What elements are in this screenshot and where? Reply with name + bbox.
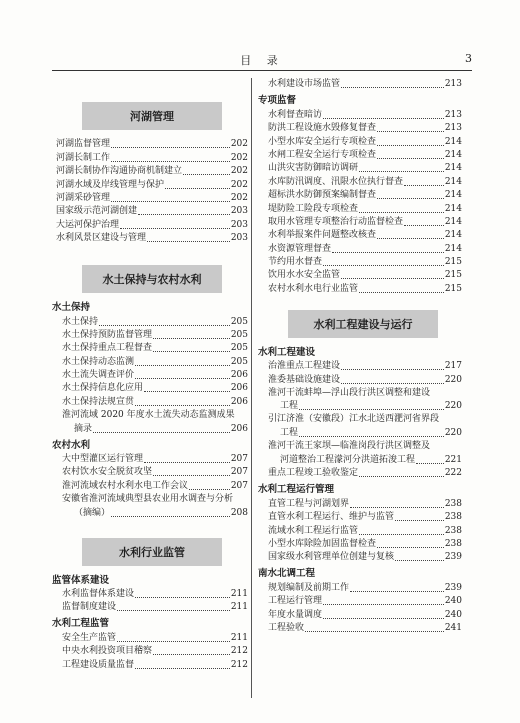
dot-leader — [359, 171, 444, 172]
dot-leader — [404, 225, 444, 226]
toc-entry[interactable] — [258, 524, 462, 537]
toc-entry-page: 238 — [444, 525, 462, 536]
toc-entry[interactable] — [52, 645, 248, 658]
toc-entry-page: 203 — [230, 233, 248, 244]
toc-entry-title: 直管工程与河湖划界 — [268, 498, 350, 509]
running-title: 目 录 — [240, 54, 284, 67]
toc-entry-title: 流域水利工程运行监管 — [268, 525, 359, 536]
toc-entry-title: 河湖监督管理 — [56, 139, 111, 150]
dot-leader — [323, 265, 444, 266]
toc-entry-title: 河湖长制协作沟通协商机制建立 — [56, 166, 183, 177]
toc-entry-title: 工程建设质量监督 — [62, 659, 135, 670]
column-divider — [251, 78, 252, 698]
toc-entry[interactable] — [52, 631, 248, 644]
toc-entry-page: 240 — [444, 609, 462, 620]
section-banner-engineering: 水利工程建设与运行 — [288, 310, 438, 338]
toc-entry-page: 206 — [230, 383, 248, 394]
toc-entry-page: 241 — [444, 622, 462, 633]
toc-entry-continued[interactable]: 工程 220 — [280, 401, 462, 412]
toc-entry-page: 238 — [444, 512, 462, 523]
toc-entry-title: 水土保持动态监测 — [62, 356, 135, 367]
dot-leader — [111, 201, 230, 202]
dot-leader — [323, 604, 444, 605]
dot-leader — [135, 405, 230, 406]
toc-entry-title: 水土保持重点工程督查 — [62, 343, 153, 354]
toc-list — [52, 453, 248, 493]
toc-list — [52, 138, 248, 245]
dot-leader — [99, 325, 230, 326]
toc-entry[interactable] — [52, 658, 248, 671]
toc-entry-title: 治淮重点工程建设 — [268, 361, 341, 372]
toc-entry-page: 205 — [230, 316, 248, 327]
toc-entry-page: 215 — [444, 283, 462, 294]
toc-entry[interactable] — [258, 229, 462, 242]
toc-entry[interactable] — [52, 369, 248, 382]
dot-leader — [377, 158, 444, 159]
toc-entry[interactable] — [258, 78, 462, 91]
toc-entry[interactable] — [258, 581, 462, 594]
dot-leader — [395, 520, 444, 521]
toc-entry[interactable] — [258, 511, 462, 524]
toc-entry[interactable] — [258, 360, 462, 373]
dot-leader — [341, 383, 444, 384]
dot-leader — [323, 118, 444, 119]
toc-entry[interactable] — [52, 382, 248, 395]
toc-entry-wrapped[interactable]: 淮河干流蚌埠—浮山段行洪区调整和建设 — [268, 387, 431, 398]
header-rule — [52, 70, 472, 71]
toc-entry-page: 238 — [444, 538, 462, 549]
toc-entry-title: 淮委基础设施建设 — [268, 374, 341, 385]
toc-entry[interactable] — [52, 165, 248, 178]
toc-entry[interactable] — [52, 588, 248, 601]
dot-leader — [111, 147, 230, 148]
dot-leader — [377, 145, 444, 146]
toc-entry-page: 206 — [230, 396, 248, 407]
toc-entry-page: 207 — [230, 480, 248, 491]
dot-leader — [153, 338, 230, 339]
toc-entry[interactable] — [258, 269, 462, 282]
toc-list — [52, 315, 248, 409]
right-column — [258, 78, 462, 635]
toc-entry[interactable] — [52, 342, 248, 355]
left-column — [52, 78, 248, 672]
toc-list — [258, 581, 462, 635]
toc-entry-page: 203 — [230, 219, 248, 230]
toc-entry-title: 小型水库除险加固监督检查 — [268, 538, 377, 549]
toc-entry-title: 直管水利工程运行、维护与监管 — [268, 512, 395, 523]
toc-entry-title: 水土流失调查评价 — [62, 370, 135, 381]
category-heading: 农村水利 — [52, 439, 91, 451]
dot-leader — [341, 369, 444, 370]
toc-entry[interactable] — [258, 189, 462, 202]
dot-leader — [183, 174, 230, 175]
toc-entry-page: 213 — [444, 79, 462, 90]
toc-entry[interactable] — [52, 205, 248, 218]
toc-entry-page: 213 — [444, 109, 462, 120]
dot-leader — [153, 654, 230, 655]
toc-entry-page: 214 — [444, 163, 462, 174]
toc-entry-title: 取用水管理专项整治行动监督检查 — [268, 216, 404, 227]
dot-leader — [144, 391, 230, 392]
toc-entry-title: 水利举报案件问题整改核查 — [268, 230, 377, 241]
dot-leader — [359, 212, 444, 213]
category-heading: 水利工程建设 — [258, 346, 316, 358]
toc-entry[interactable] — [52, 395, 248, 408]
toc-entry-wrapped[interactable]: 淮河干流王家坝—临淮岗段行洪区调整及 — [268, 441, 431, 452]
dot-leader — [305, 631, 444, 632]
toc-entry[interactable] — [258, 162, 462, 175]
toc-entry-title: 防洪工程设施水毁修复督查 — [268, 123, 377, 134]
toc-entry-title: 工程运行管理 — [268, 596, 323, 607]
toc-entry-page: 239 — [444, 552, 462, 563]
toc-entry-wrapped[interactable]: 安徽省淮河流域典型县农业用水调查与分析 — [62, 493, 234, 504]
toc-entry[interactable] — [258, 122, 462, 135]
toc-entry-page: 205 — [230, 356, 248, 367]
toc-entry[interactable] — [258, 282, 462, 295]
toc-entry[interactable] — [52, 178, 248, 191]
toc-entry-title: 山洪灾害防御暗访调研 — [268, 163, 359, 174]
dot-leader — [377, 131, 444, 132]
toc-entry[interactable] — [52, 329, 248, 342]
toc-entry[interactable] — [258, 608, 462, 621]
toc-entry-title: 堤防险工险段专项检查 — [268, 203, 359, 214]
dot-leader — [165, 188, 230, 189]
category-heading: 水利工程运行管理 — [258, 484, 335, 496]
toc-entry-page: 213 — [444, 123, 462, 134]
toc-entry[interactable] — [258, 135, 462, 148]
toc-entry-page: 214 — [444, 149, 462, 160]
toc-entry[interactable] — [258, 175, 462, 188]
toc-entry[interactable] — [258, 595, 462, 608]
toc-list — [52, 588, 248, 615]
toc-entry[interactable] — [52, 151, 248, 164]
toc-entry-title: 饮用水水安全监管 — [268, 270, 341, 281]
toc-entry-page: 202 — [230, 179, 248, 190]
toc-entry-page: 214 — [444, 230, 462, 241]
dot-leader — [135, 378, 230, 379]
toc-entry-wrapped[interactable]: 引江济淮（安徽段）江水北送西淝河省界段 — [268, 414, 440, 425]
toc-entry-title: 水土保持 — [62, 316, 99, 327]
toc-entry-page: 202 — [230, 152, 248, 163]
toc-entry-continued[interactable]: 河道整治工程濛河分洪道拓浚工程 221 — [280, 454, 462, 465]
toc-list — [258, 467, 462, 480]
toc-entry[interactable] — [52, 479, 248, 492]
dot-leader — [359, 534, 444, 535]
toc-list — [258, 360, 462, 387]
dot-leader — [350, 591, 444, 592]
section-banner-river-lake: 河湖管理 — [82, 102, 222, 130]
toc-entry-page: 214 — [444, 243, 462, 254]
toc-entry-title: 水库防汛调度、汛限水位执行督查 — [268, 176, 404, 187]
dot-leader — [377, 238, 444, 239]
toc-entry-title: 安全生产监管 — [62, 632, 117, 643]
dot-leader — [404, 185, 444, 186]
page-header — [52, 52, 472, 68]
toc-entry[interactable] — [258, 538, 462, 551]
toc-entry-title: 水土保持法规宣贯 — [62, 396, 135, 407]
toc-entry-page: 211 — [230, 632, 248, 643]
toc-entry[interactable] — [52, 192, 248, 205]
toc-entry-title: 重点工程竣工验收鉴定 — [268, 468, 359, 479]
dot-leader — [120, 228, 230, 229]
page-number: 3 — [465, 52, 472, 65]
toc-entry-page: 207 — [230, 467, 248, 478]
toc-entry[interactable] — [52, 138, 248, 151]
toc-entry-title: 年度水量调度 — [268, 609, 323, 620]
toc-entry-title: 超标洪水防御预案编制督查 — [268, 190, 377, 201]
toc-entry-title: 农村水利水电行业监管 — [268, 283, 359, 294]
toc-entry-page: 202 — [230, 192, 248, 203]
toc-entry-page: 238 — [444, 498, 462, 509]
toc-entry[interactable] — [52, 453, 248, 466]
toc-entry-title: 大中型灌区运行管理 — [62, 454, 144, 465]
section-banner-soil-water: 水土保持与农村水利 — [82, 265, 222, 293]
toc-entry-title: 小型水库安全运行专项检查 — [268, 136, 377, 147]
section-banner-supervision: 水利行业监管 — [82, 538, 222, 566]
toc-entry-title: 水土保持信息化应用 — [62, 383, 144, 394]
dot-leader — [341, 278, 444, 279]
toc-entry[interactable] — [258, 202, 462, 215]
toc-entry[interactable] — [52, 355, 248, 368]
toc-entry-page: 220 — [444, 374, 462, 385]
toc-entry-title: 水利督查暗访 — [268, 109, 323, 120]
category-heading: 水利工程监管 — [52, 618, 110, 630]
dot-leader — [341, 87, 444, 88]
toc-entry-title: 淮河流域农村水利水电工作会议 — [62, 480, 189, 491]
toc-entry-page: 211 — [230, 602, 248, 613]
toc-list — [258, 78, 462, 91]
toc-entry-page: 240 — [444, 596, 462, 607]
toc-entry-continued[interactable]: 工程 220 — [280, 428, 462, 439]
category-heading: 南水北调工程 — [258, 568, 316, 580]
toc-entry[interactable] — [52, 315, 248, 328]
toc-entry-title: 规划编制及前期工作 — [268, 582, 350, 593]
toc-entry[interactable] — [52, 218, 248, 231]
toc-entry-page: 205 — [230, 343, 248, 354]
toc-entry-title: 河湖采砂管理 — [56, 192, 111, 203]
dot-leader — [189, 489, 230, 490]
toc-entry-page: 202 — [230, 166, 248, 177]
toc-entry-page: 214 — [444, 216, 462, 227]
dot-leader — [153, 351, 230, 352]
toc-entry-title: 国家级水利管理单位创建与复核 — [268, 552, 395, 563]
toc-entry[interactable] — [258, 551, 462, 564]
toc-entry[interactable] — [258, 108, 462, 121]
dot-leader — [395, 560, 444, 561]
toc-entry-page: 212 — [230, 659, 248, 670]
dot-leader — [332, 252, 444, 253]
dot-leader — [377, 198, 444, 199]
toc-entry-page: 207 — [230, 454, 248, 465]
toc-entry-page: 212 — [230, 646, 248, 657]
dot-leader — [117, 641, 230, 642]
toc-list — [258, 497, 462, 564]
toc-entry[interactable] — [258, 216, 462, 229]
toc-entry[interactable] — [258, 467, 462, 480]
toc-entry-page: 202 — [230, 139, 248, 150]
toc-entry[interactable] — [258, 497, 462, 510]
toc-entry-page: 214 — [444, 136, 462, 147]
toc-list — [258, 108, 462, 295]
toc-entry-title: 节约用水督查 — [268, 257, 323, 268]
toc-entry[interactable] — [52, 232, 248, 245]
toc-entry-page: 217 — [444, 361, 462, 372]
toc-entry-continued[interactable]: （摘编） 208 — [74, 507, 248, 518]
toc-entry-title: 监督制度建设 — [62, 602, 117, 613]
dot-leader — [323, 618, 444, 619]
toc-list — [52, 631, 248, 671]
toc-entry-title: 农村饮水安全脱贫攻坚 — [62, 467, 153, 478]
toc-entry-title: 大运河保护治理 — [56, 219, 120, 230]
toc-entry[interactable] — [52, 466, 248, 479]
toc-entry[interactable] — [258, 622, 462, 635]
toc-entry-page: 214 — [444, 176, 462, 187]
dot-leader — [144, 462, 230, 463]
toc-entry[interactable] — [258, 149, 462, 162]
toc-entry-title: 工程验收 — [268, 622, 305, 633]
category-heading: 专项监督 — [258, 95, 297, 107]
dot-leader — [359, 476, 444, 477]
category-heading: 监管体系建设 — [52, 574, 110, 586]
toc-entry-title: 水闸工程安全运行专项检查 — [268, 149, 377, 160]
toc-entry-title: 水资源管理督查 — [268, 243, 332, 254]
toc-entry-title: 水利风景区建设与管理 — [56, 233, 147, 244]
dot-leader — [117, 610, 230, 611]
dot-leader — [350, 507, 444, 508]
dot-leader — [135, 597, 230, 598]
toc-entry-title: 水利建设市场监管 — [268, 79, 341, 90]
dot-leader — [377, 547, 444, 548]
toc-entry-page: 215 — [444, 270, 462, 281]
toc-entry-title: 中央水利投资项目稽察 — [62, 646, 153, 657]
dot-leader — [111, 161, 230, 162]
dot-leader — [147, 241, 230, 242]
toc-entry[interactable] — [258, 242, 462, 255]
toc-entry-page: 214 — [444, 190, 462, 201]
toc-entry-title: 水土保持预防监督管理 — [62, 329, 153, 340]
toc-entry-page: 211 — [230, 588, 248, 599]
toc-entry-page: 214 — [444, 203, 462, 214]
category-heading: 水土保持 — [52, 302, 91, 314]
dot-leader — [359, 292, 444, 293]
toc-entry-title: 河湖水域及岸线管理与保护 — [56, 179, 165, 190]
dot-leader — [138, 214, 230, 215]
toc-entry-continued[interactable]: 摘录 206 — [74, 423, 248, 434]
toc-entry[interactable] — [258, 373, 462, 386]
toc-entry-page: 205 — [230, 329, 248, 340]
toc-entry-wrapped[interactable]: 淮河流域 2020 年度水土流失动态监测成果 — [62, 409, 235, 420]
toc-entry-page: 203 — [230, 206, 248, 217]
toc-entry-page: 215 — [444, 257, 462, 268]
toc-entry-title: 水利监督体系建设 — [62, 588, 135, 599]
toc-entry-title: 河湖长制工作 — [56, 152, 111, 163]
toc-entry-title: 国家级示范河湖创建 — [56, 206, 138, 217]
dot-leader — [135, 668, 230, 669]
toc-entry-page: 222 — [444, 468, 462, 479]
toc-entry[interactable] — [52, 601, 248, 614]
toc-entry-page: 239 — [444, 582, 462, 593]
toc-entry[interactable] — [258, 256, 462, 269]
dot-leader — [135, 365, 230, 366]
dot-leader — [153, 475, 230, 476]
toc-entry-page: 206 — [230, 370, 248, 381]
